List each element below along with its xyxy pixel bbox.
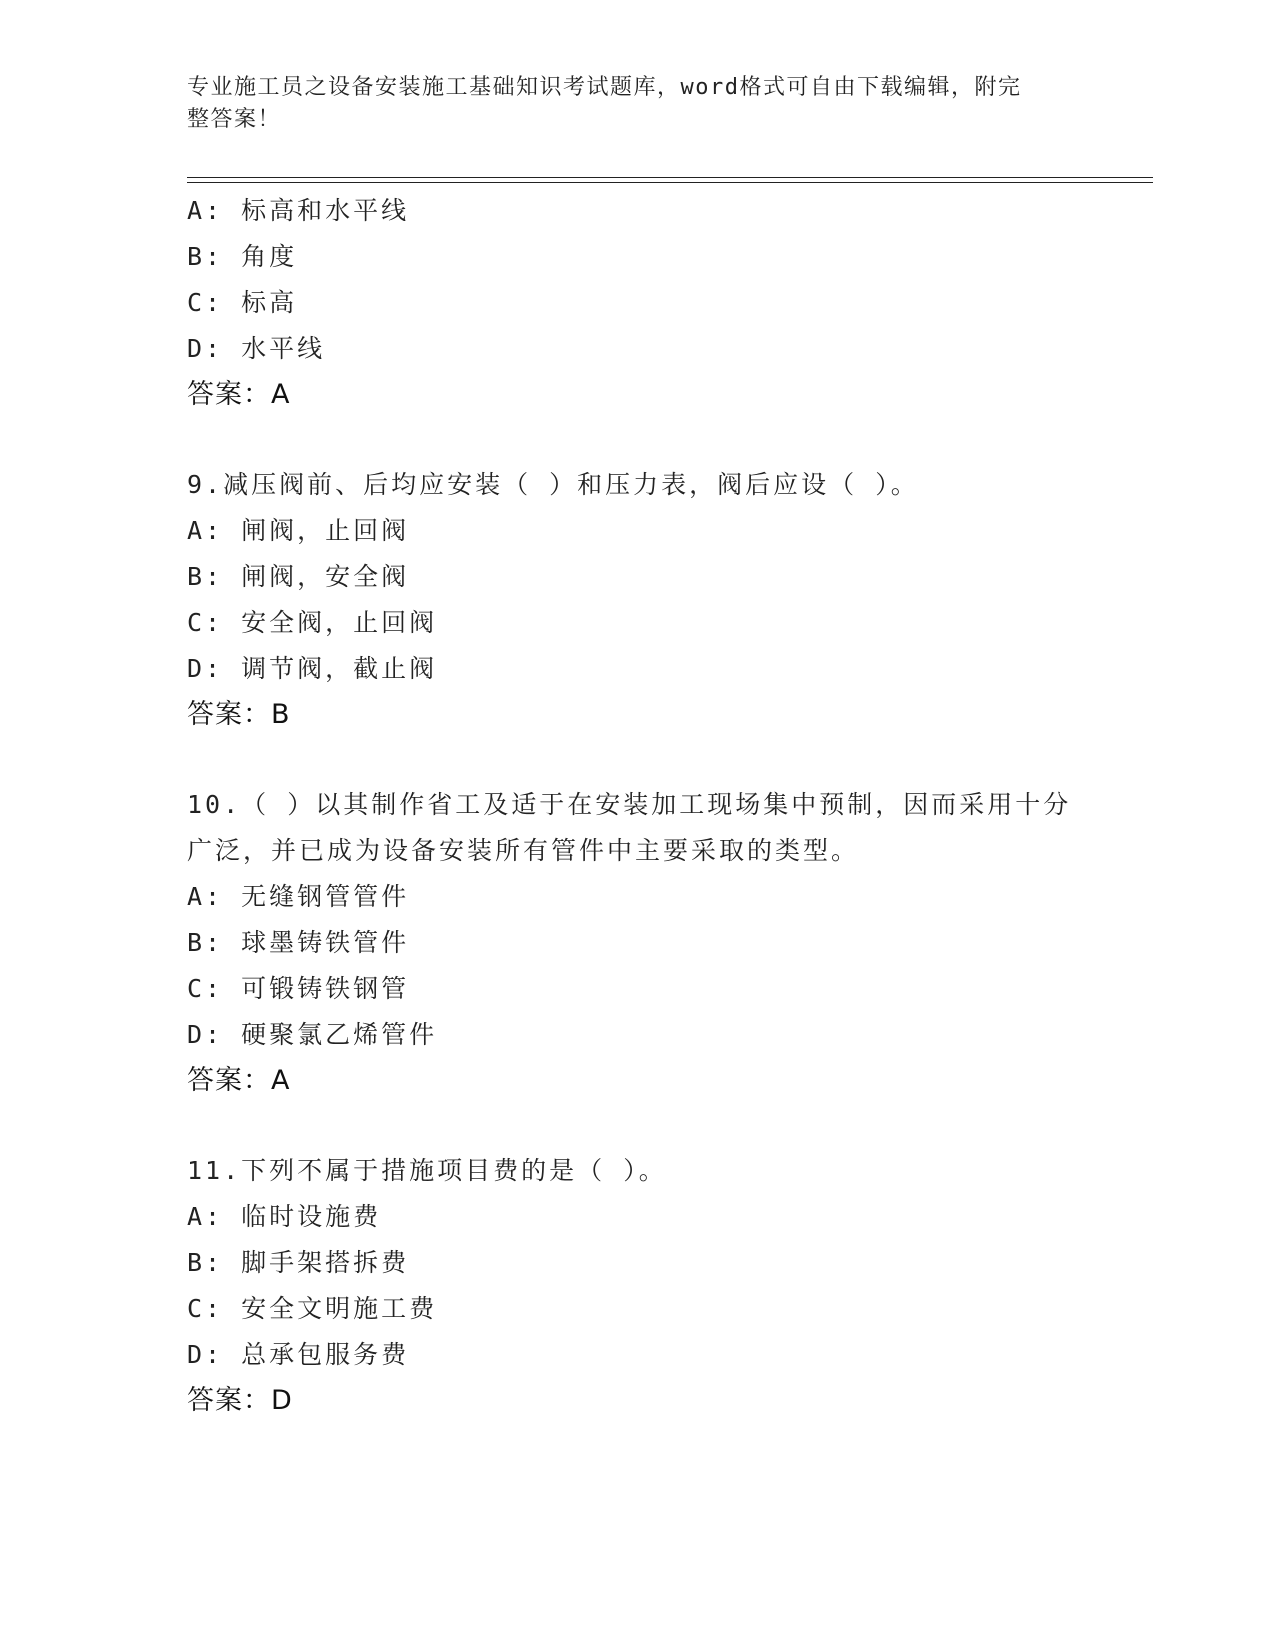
option-key: A: (187, 196, 224, 225)
spacer (187, 1104, 1087, 1148)
option-text: 球墨铸铁管件 (241, 928, 410, 957)
option-d (187, 1012, 1087, 1058)
option-text: 调节阀，截止阀 (241, 654, 438, 683)
option-d (187, 1332, 1087, 1378)
option-text: 安全阀，止回阀 (241, 608, 438, 637)
answer-line: 答案：A (187, 379, 291, 410)
option-b (187, 1240, 1087, 1286)
option-key: A: (187, 516, 224, 545)
option-a (187, 508, 1087, 554)
option-c (187, 1286, 1087, 1332)
option-b (187, 234, 1087, 280)
answer-line: 答案：B (187, 699, 291, 730)
option-key: D: (187, 1340, 224, 1369)
option-text: 安全文明施工费 (241, 1294, 438, 1323)
question-text: 11.下列不属于措施项目费的是（ ）。 (187, 1156, 667, 1185)
question-block (187, 782, 1087, 1104)
option-key: B: (187, 928, 224, 957)
option-key: B: (187, 242, 224, 271)
option-d (187, 646, 1087, 692)
option-text: 角度 (241, 242, 298, 271)
option-key: D: (187, 1020, 224, 1049)
option-text: 脚手架搭拆费 (241, 1248, 410, 1277)
option-d (187, 326, 1087, 372)
option-text: 标高和水平线 (241, 196, 410, 225)
document-header (187, 72, 1067, 136)
option-b (187, 920, 1087, 966)
header-line-2: 整答案！ (187, 107, 282, 132)
option-b (187, 554, 1087, 600)
option-key: A: (187, 882, 224, 911)
answer-line: 答案：D (187, 1385, 293, 1416)
option-key: C: (187, 288, 224, 317)
option-text: 闸阀，止回阀 (241, 516, 410, 545)
option-key: A: (187, 1202, 224, 1231)
option-key: D: (187, 654, 224, 683)
option-key: C: (187, 1294, 224, 1323)
option-key: B: (187, 562, 224, 591)
option-text: 标高 (241, 288, 298, 317)
answer-line: 答案：A (187, 1065, 291, 1096)
option-text: 硬聚氯乙烯管件 (241, 1020, 438, 1049)
question-list (187, 188, 1087, 1424)
header-rule-top (187, 177, 1153, 178)
option-key: D: (187, 334, 224, 363)
question-text: 9.减压阀前、后均应安装（ ）和压力表，阀后应设（ ）。 (187, 470, 919, 499)
option-text: 临时设施费 (241, 1202, 382, 1231)
option-text: 总承包服务费 (241, 1340, 410, 1369)
question-block (187, 462, 1087, 738)
option-c (187, 966, 1087, 1012)
spacer (187, 418, 1087, 462)
question-text: 10.（ ）以其制作省工及适于在安装加工现场集中预制，因而采用十分广泛，并已成为设备安装所有管件中主要采取的类型。 (187, 790, 1072, 865)
header-rule-bottom (187, 182, 1153, 183)
option-c (187, 600, 1087, 646)
option-a (187, 1194, 1087, 1240)
option-text: 水平线 (241, 334, 326, 363)
option-text: 无缝钢管管件 (241, 882, 410, 911)
option-key: C: (187, 608, 224, 637)
spacer (187, 738, 1087, 782)
option-key: C: (187, 974, 224, 1003)
option-key: B: (187, 1248, 224, 1277)
option-text: 可锻铸铁钢管 (241, 974, 410, 1003)
question-block (187, 188, 1087, 418)
option-a (187, 874, 1087, 920)
option-a (187, 188, 1087, 234)
header-line-1: 专业施工员之设备安装施工基础知识考试题库，word格式可自由下载编辑，附完 (187, 75, 1022, 100)
option-c (187, 280, 1087, 326)
question-block (187, 1148, 1087, 1424)
option-text: 闸阀，安全阀 (241, 562, 410, 591)
